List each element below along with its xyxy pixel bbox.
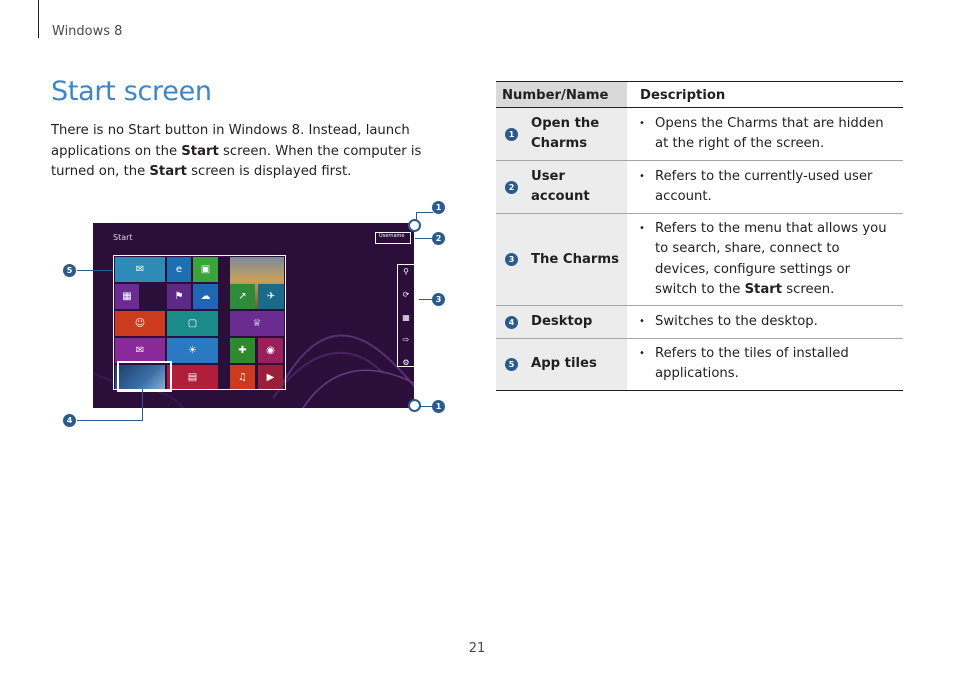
intro-text-1: There is no Start button in Windows 8. Instead, launch applications on the	[51, 123, 410, 159]
bullet-icon: •	[639, 316, 645, 328]
callout-badge: 4	[63, 414, 76, 427]
section-label: Windows 8	[52, 24, 123, 39]
header-rule	[38, 0, 39, 38]
video-icon: ▶	[266, 371, 275, 383]
messaging-icon: ✉	[135, 344, 145, 356]
ie-icon: e	[175, 263, 183, 275]
bullet-icon: •	[639, 348, 645, 360]
bullet-icon: •	[639, 170, 645, 182]
row-name: App tiles	[531, 356, 597, 372]
row-number-badge: 3	[505, 253, 518, 266]
intro-text-3: screen is displayed first.	[186, 164, 352, 179]
name-cell	[496, 214, 627, 306]
row-name: Open the Charms	[531, 116, 600, 151]
row-name: The Charms	[531, 251, 619, 267]
name-cell	[496, 339, 627, 391]
share-icon[interactable]: ⟳	[402, 289, 410, 299]
trophy-icon: ♕	[252, 317, 262, 329]
people-icon: ☺	[134, 317, 146, 329]
camera-icon: ◉	[266, 344, 275, 356]
games-icon: ✚	[238, 344, 247, 356]
finance-icon: ↗	[238, 290, 247, 302]
row-description: Refers to the menu that allows you to search, share, connect to devices, configure settings or switch to the Start screen.	[655, 221, 887, 297]
photos-icon: ▢	[187, 317, 198, 329]
intro-text-2: screen. When the computer is turned on, the	[51, 143, 422, 179]
callout-badge: 5	[63, 264, 76, 277]
intro-bold-2: Start	[149, 164, 187, 179]
windows-icon[interactable]: ▦	[402, 312, 410, 322]
description-cell	[627, 306, 903, 339]
row-description: Opens the Charms that are hidden at the right of the screen.	[655, 115, 884, 151]
skydrive-icon: ☁	[200, 290, 211, 302]
callout-line-2	[415, 238, 433, 239]
name-cell	[496, 306, 627, 339]
open-charms-hotspot-bottom[interactable]	[408, 399, 421, 412]
description-cell	[627, 214, 903, 306]
user-label: Username	[379, 233, 405, 239]
start-label: Start	[113, 233, 133, 242]
store-icon: ▣	[200, 263, 211, 275]
row-number-badge: 5	[505, 358, 518, 371]
devices-icon[interactable]: ⇨	[402, 335, 410, 345]
table-header-row	[496, 82, 903, 108]
row-name: Desktop	[531, 314, 593, 330]
row-number-badge: 1	[505, 128, 518, 141]
table-row	[496, 161, 903, 214]
table-body	[496, 108, 903, 391]
open-charms-hotspot-top[interactable]	[408, 219, 421, 232]
callout-badge: 3	[432, 293, 445, 306]
charms-highlight	[397, 264, 419, 367]
news-icon: ▤	[187, 371, 198, 383]
row-description: Switches to the desktop.	[655, 314, 818, 330]
intro-bold-1: Start	[181, 143, 219, 159]
callout-line-4b	[142, 389, 143, 421]
table-row	[496, 306, 903, 339]
intro-paragraph	[51, 121, 463, 183]
sports-icon: ⚑	[174, 290, 184, 302]
column-header: Number/Name	[496, 82, 627, 108]
description-cell	[627, 339, 903, 391]
calendar-icon: ▦	[122, 290, 132, 302]
name-cell	[496, 161, 627, 214]
description-table	[496, 81, 903, 391]
row-description: Refers to the currently-used user account.	[655, 168, 873, 204]
weather-icon: ☀	[188, 344, 197, 356]
callout-line-5	[77, 270, 113, 271]
callout-line-4	[77, 420, 143, 421]
callout-badge: 1	[432, 400, 445, 413]
callout-line-1b	[416, 212, 433, 213]
desktop-highlight	[117, 361, 172, 392]
column-header: Description	[627, 82, 903, 108]
row-number-badge: 4	[505, 316, 518, 329]
row-number-badge: 2	[505, 181, 518, 194]
travel-icon: ✈	[266, 290, 276, 302]
page-number: 21	[468, 641, 486, 656]
callout-line-3	[419, 299, 433, 300]
search-icon[interactable]: ⚲	[403, 267, 409, 276]
row-name: User account	[531, 169, 590, 204]
table-row	[496, 108, 903, 161]
callout-badge: 1	[432, 201, 445, 214]
table-row	[496, 214, 903, 306]
bullet-icon: •	[639, 223, 645, 234]
description-cell	[627, 108, 903, 161]
name-cell	[496, 108, 627, 161]
settings-icon[interactable]: ⚙	[402, 358, 410, 367]
page-title: Start screen	[51, 76, 212, 107]
callout-badge: 2	[432, 232, 445, 245]
table-row	[496, 339, 903, 391]
row-description: Refers to the tiles of installed applications.	[655, 346, 849, 382]
mail-icon: ✉	[135, 263, 145, 275]
bullet-icon: •	[639, 117, 645, 129]
user-account-box[interactable]	[375, 232, 411, 244]
description-cell	[627, 161, 903, 214]
music-icon: ♫	[238, 371, 247, 383]
